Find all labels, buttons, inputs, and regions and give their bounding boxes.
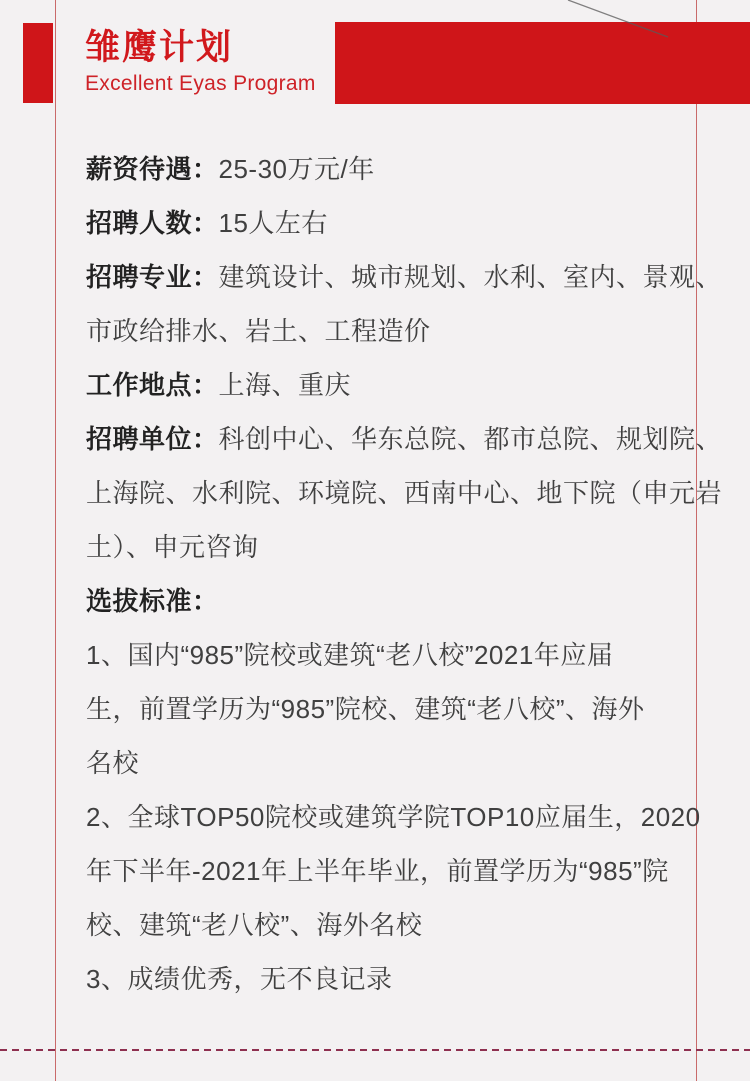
detail-line-criteria-heading bbox=[86, 574, 676, 628]
field-value: 上海、重庆 bbox=[218, 370, 352, 400]
criteria-item-3 bbox=[86, 952, 676, 1006]
criteria-item-1 bbox=[86, 628, 676, 682]
field-value: 年下半年-2021年上半年毕业，前置学历为“985”院 bbox=[86, 856, 669, 886]
field-value: 15人左右 bbox=[218, 208, 328, 238]
header-red-square bbox=[23, 23, 53, 103]
field-value: 2、全球TOP50院校或建筑学院TOP10应届生，2020 bbox=[86, 802, 701, 832]
detail-line-majors-cont bbox=[86, 304, 676, 358]
field-value: 市政给排水、岩土、工程造价 bbox=[86, 316, 431, 346]
field-value: 土）、申元咨询 bbox=[86, 532, 259, 562]
detail-line-salary bbox=[86, 142, 676, 196]
field-value: 建筑设计、城市规划、水利、室内、景观、 bbox=[218, 262, 723, 292]
criteria-item-1-cont1 bbox=[86, 682, 676, 736]
field-label: 招聘人数： bbox=[86, 208, 219, 238]
field-label: 薪资待遇： bbox=[86, 154, 219, 184]
right-guide-line bbox=[696, 0, 697, 1081]
detail-line-location bbox=[86, 358, 676, 412]
left-guide-line bbox=[55, 0, 56, 1081]
criteria-item-1-cont2 bbox=[86, 736, 676, 790]
criteria-item-2-cont1 bbox=[86, 844, 676, 898]
field-value: 25-30万元/年 bbox=[218, 154, 375, 184]
detail-line-units bbox=[86, 412, 723, 466]
program-title: 雏鹰计划 bbox=[85, 28, 234, 67]
detail-line-units-cont2 bbox=[86, 520, 676, 574]
detail-line-majors bbox=[86, 250, 723, 304]
field-value: 校、建筑“老八校”、海外名校 bbox=[86, 910, 423, 940]
criteria-item-2 bbox=[86, 790, 701, 844]
field-value: 上海院、水利院、环境院、西南中心、地下院（申元岩 bbox=[86, 478, 723, 508]
detail-line-units-cont1 bbox=[86, 466, 723, 520]
field-label: 招聘专业： bbox=[86, 262, 219, 292]
header-red-banner bbox=[335, 22, 750, 104]
field-label: 选拔标准： bbox=[86, 586, 219, 616]
field-value: 3、成绩优秀，无不良记录 bbox=[86, 964, 393, 994]
field-value: 名校 bbox=[86, 748, 140, 778]
field-value: 1、国内“985”院校或建筑“老八校”2021年应届 bbox=[86, 640, 614, 670]
bottom-dashed-divider bbox=[0, 1049, 750, 1051]
field-value: 科创中心、华东总院、都市总院、规划院、 bbox=[218, 424, 723, 454]
detail-line-headcount bbox=[86, 196, 676, 250]
field-value: 生，前置学历为“985”院校、建筑“老八校”、海外 bbox=[86, 694, 645, 724]
criteria-item-2-cont2 bbox=[86, 898, 676, 952]
job-details bbox=[86, 142, 723, 1006]
field-label: 工作地点： bbox=[86, 370, 219, 400]
field-label: 招聘单位： bbox=[86, 424, 219, 454]
program-subtitle: Excellent Eyas Program bbox=[85, 72, 316, 95]
